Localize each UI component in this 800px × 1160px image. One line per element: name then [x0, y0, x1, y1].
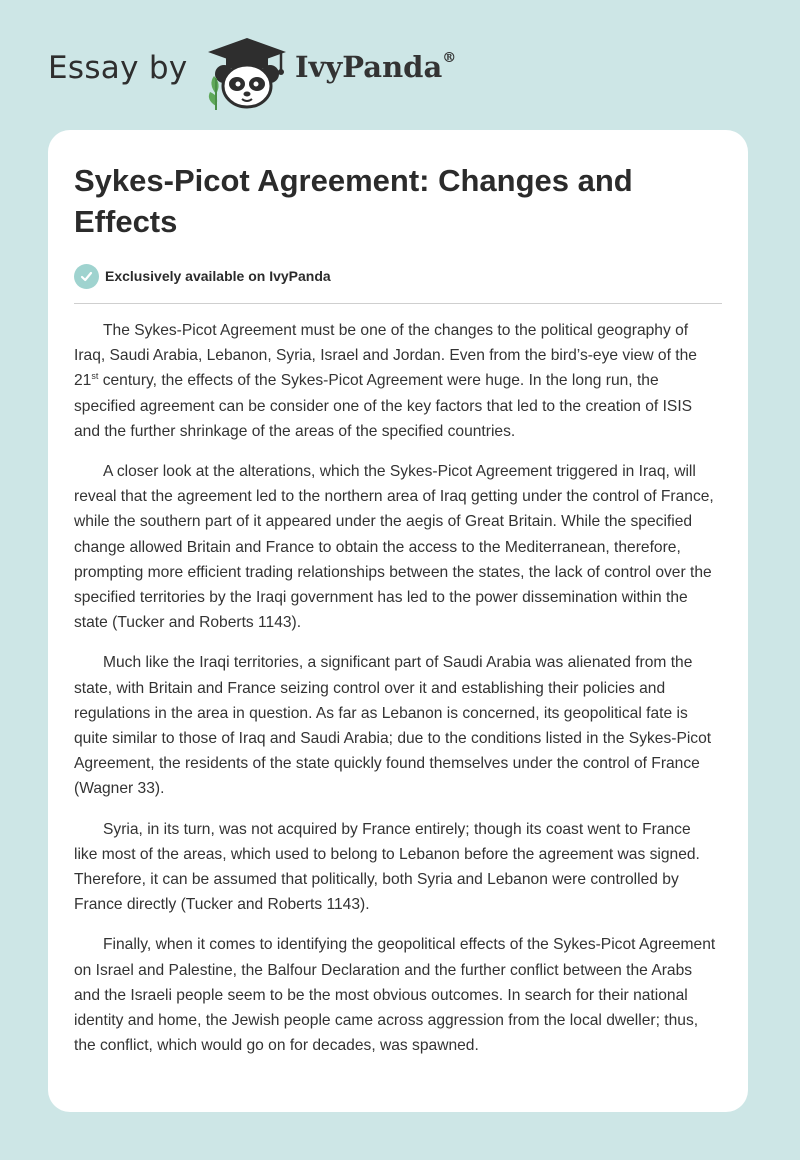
essay-by-label: Essay by: [48, 50, 188, 86]
exclusive-badge: [74, 263, 331, 289]
divider: [74, 303, 722, 304]
exclusive-badge-label: Exclusively available on IvyPanda: [105, 268, 331, 284]
paragraph-4: Syria, in its turn, was not acquired by France entirely; though its coast went to France like most of the areas, which used to belong to Lebanon before the agreement was signed. Therefore, it can be assumed that politically, both Syria and Lebanon were controlled by France directly (Tucker and Roberts 1143).: [74, 820, 700, 914]
paragraph-5: Finally, when it comes to identifying the geopolitical effects of the Sykes-Picot Agreement on Israel and Palestine, the Balfour Declaration and the further conflict between the Arabs and the Israeli people seem to be the most obvious outcomes. In search for their national identity and home, the Jewish people came across aggression from the local dweller; thus, the conflict, which would go on for decades, was spawned.: [74, 936, 716, 1055]
paragraph-3: Much like the Iraqi territories, a significant part of Saudi Arabia was alienated from the state, with Britain and France seizing control over it and establishing their policies and regulations in the area in question. As far as Lebanon is concerned, its geopolitical fate is quite similar to those of Iraq and Saudi Arabia; due to the conditions listed in the Sykes-Picot Agreement, the residents of the state quickly found themselves under the control of France (Wagner 33).: [74, 654, 712, 798]
page-title: Sykes-Picot Agreement: Changes and Effects: [74, 163, 633, 239]
paragraph-2: A closer look at the alterations, which the Sykes-Picot Agreement triggered in Iraq, will reveal that the agreement led to the northern area of Iraq getting under the control of France, while the southern part of it appeared under the aegis of Great Britain. While the specified change allowed Britain and France to obtain the access to the Mediterranean, therefore, prompting more efficient trading relationships between the states, the lack of control over the specified territories by the Iraqi government has led to the power dissemination within the state (Tucker and Roberts 1143).: [74, 463, 714, 632]
site-header: [48, 34, 748, 114]
registered-mark: ®: [442, 50, 457, 67]
essay-body: [74, 318, 718, 1073]
essay-card: [48, 130, 748, 1112]
panda-graduate-icon[interactable]: [202, 34, 292, 110]
brand-name[interactable]: IvyPanda®: [295, 50, 457, 84]
check-icon: [74, 264, 99, 289]
paragraph-1: The Sykes-Picot Agreement must be one of the changes to the political geography of Iraq, Saudi Arabia, Lebanon, Syria, Israel and Jordan. Even from the bird’s-eye view of the 21st century, the effects of the Sykes-Picot Agreement were huge. In the long run, the specified agreement can be consider one of the key factors that led to the creation of ISIS and the further shrinkage of the areas of the specified countries.: [74, 322, 697, 440]
